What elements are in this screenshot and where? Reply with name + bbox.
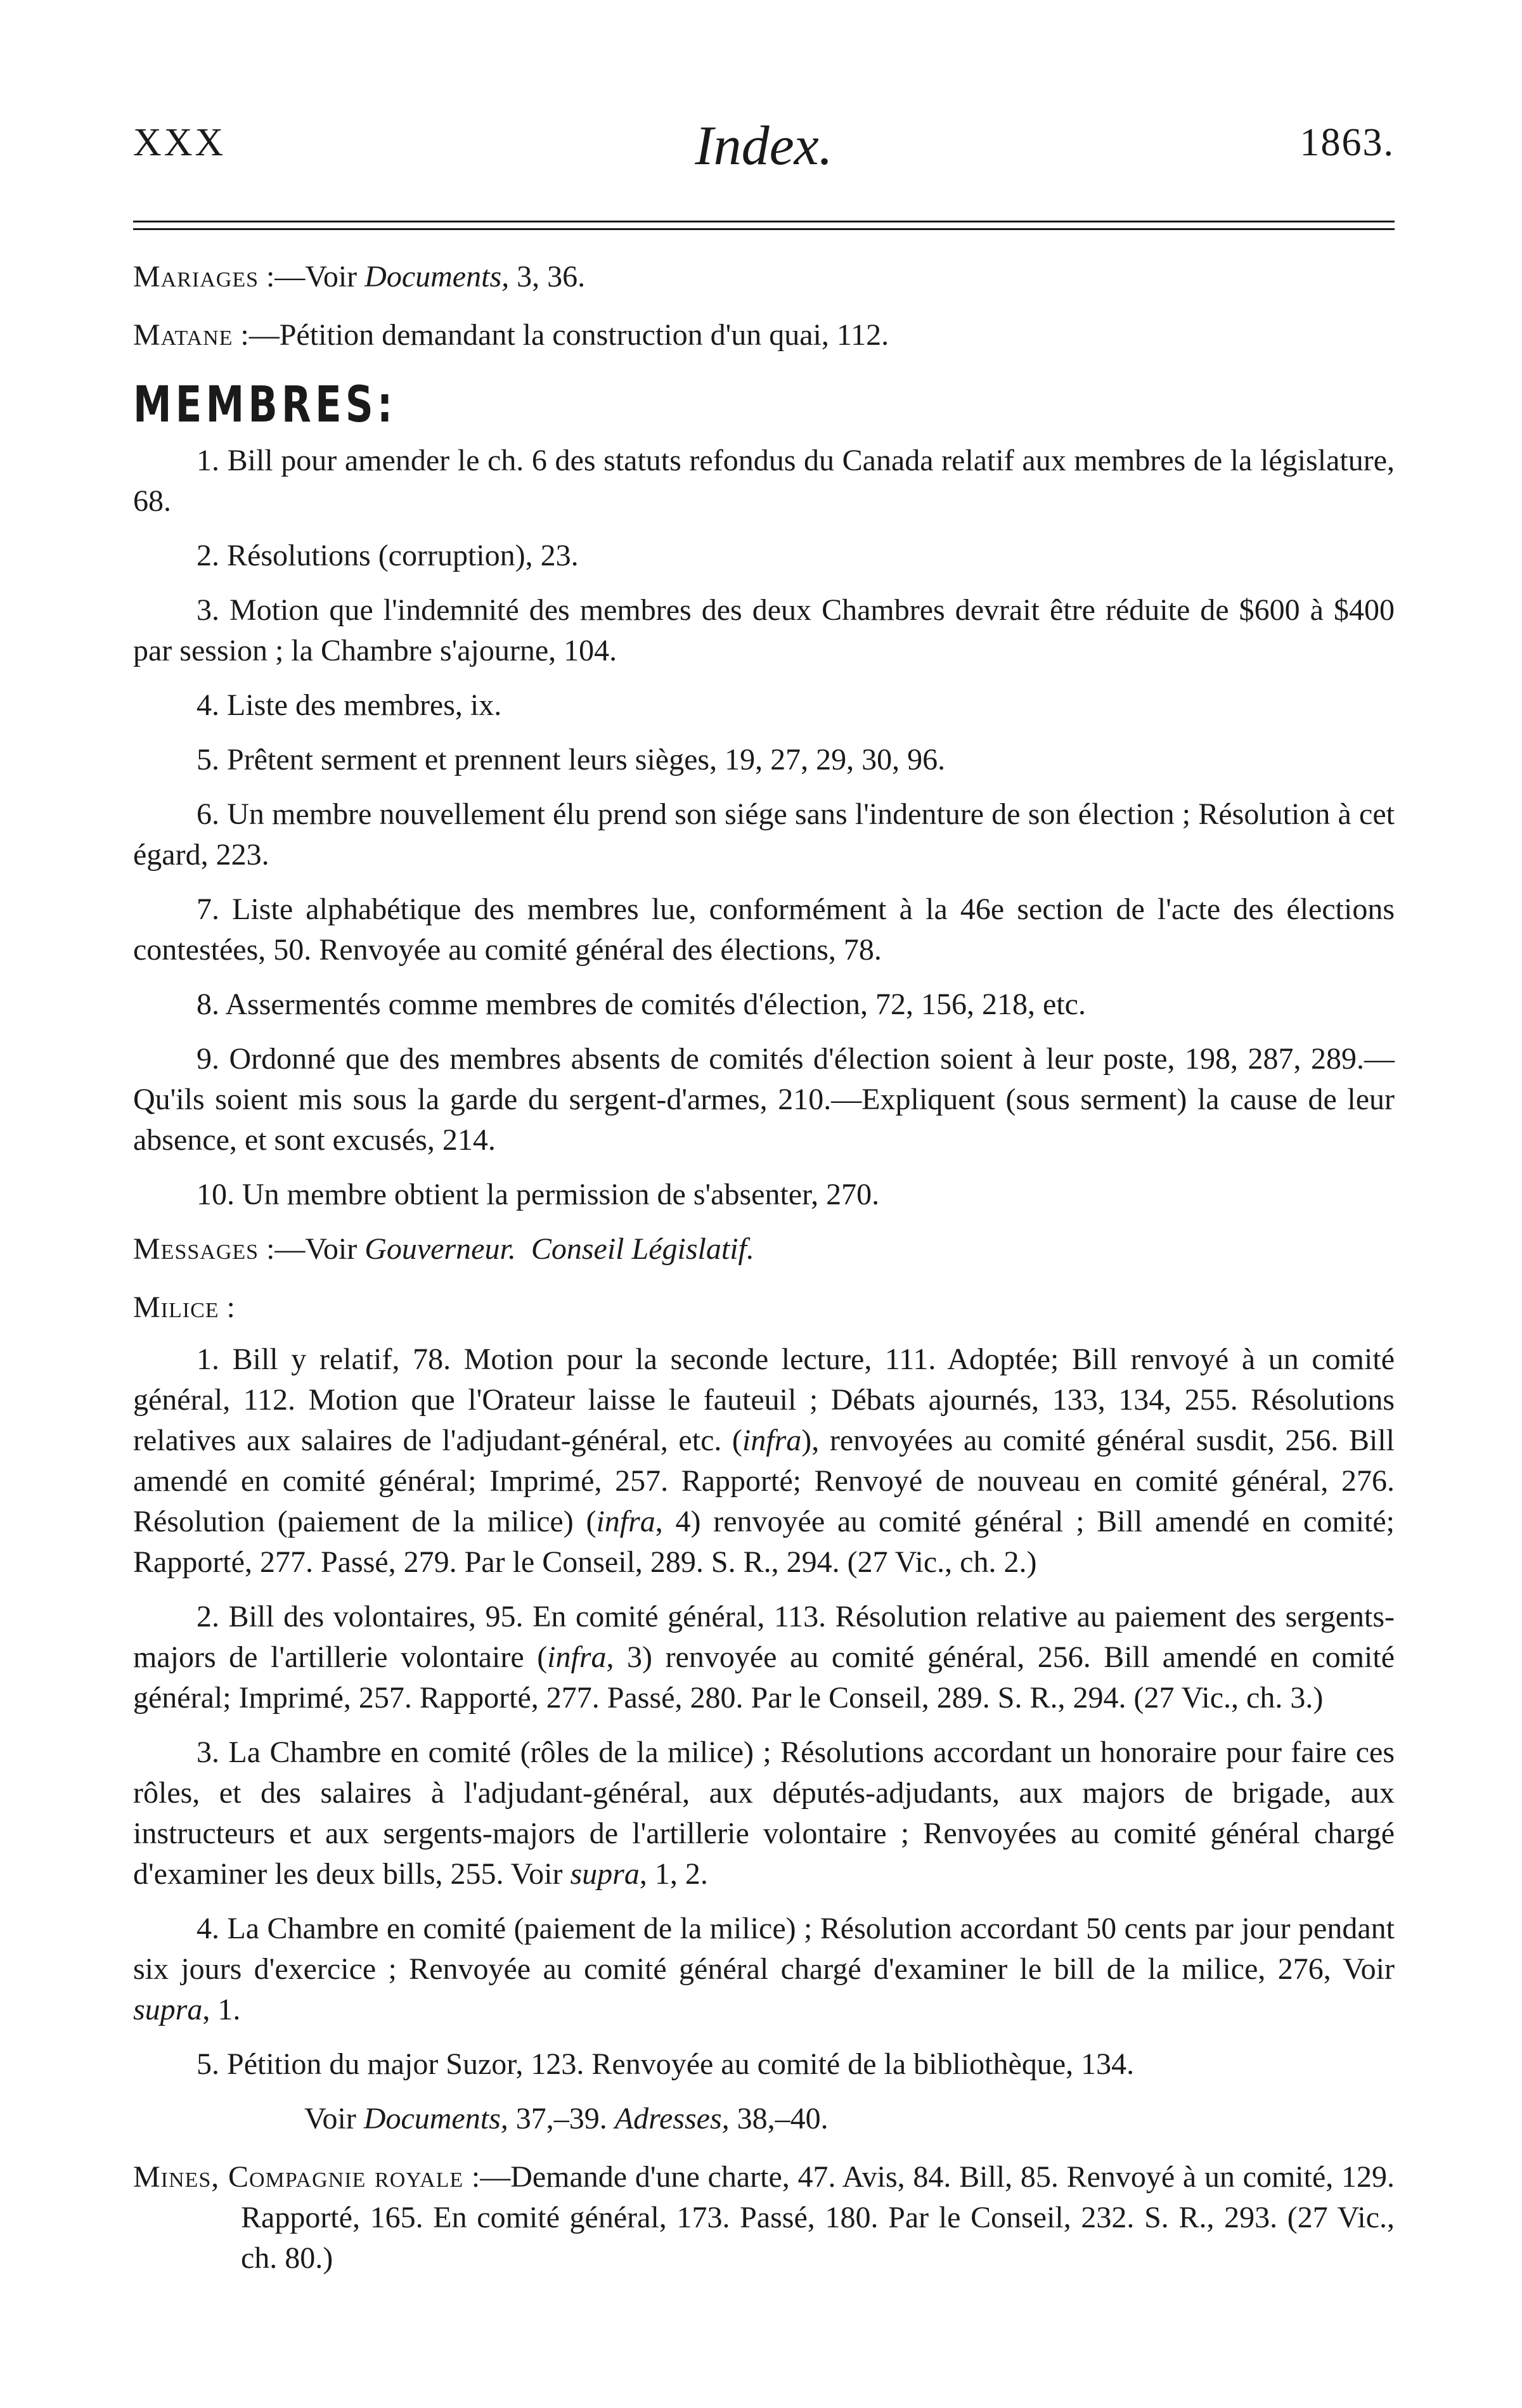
milice-item: 2. Bill des volontaires, 95. En comité général, 113. Résolution relative au paiement des sergents-majors de l'artillerie volontaire (infra, 3) renvoyée au comité général, 256. Bill amendé en comité général; Imprimé, 257. Rapporté, 277. Passé, 280. Par le Conseil, 289. S. R., 294. (27 Vic., ch. 3.) (133, 1600, 1395, 1715)
entry-head: Matane (133, 318, 233, 352)
membres-item: 10. Un membre obtient la permission de s'absenter, 270. (197, 1178, 880, 1211)
milice-item: 4. La Chambre en comité (paiement de la milice) ; Résolution accordant 50 cents par jour pendant six jours d'exercice ; Renvoyée au comité général chargé d'examiner le bill de la milice, 276, Voir supra, 1. (133, 1912, 1395, 2026)
membres-item: 8. Assermentés comme membres de comités d'élection, 72, 156, 218, etc. (197, 988, 1086, 1021)
section-heading-membres: MEMBRES: (133, 377, 397, 434)
membres-item: 6. Un membre nouvellement élu prend son siége sans l'indenture de son élection ; Résolution à cet égard, 223. (133, 797, 1395, 872)
entry-head: Mariages (133, 260, 259, 293)
page-year: 1863. (1300, 121, 1395, 164)
running-header (133, 115, 1395, 190)
entry-messages: Messages :—Voir Gouverneur. Conseil Législatif. (133, 1232, 754, 1266)
page-number-roman: XXX (133, 121, 226, 164)
membres-item: 2. Résolutions (corruption), 23. (197, 539, 579, 572)
milice-item: 3. La Chambre en comité (rôles de la milice) ; Résolutions accordant un honoraire pour faire ces rôles, et des salaires à l'adjudant-général, aux députés-adjudants, aux majors de brigade, aux instructeurs et aux sergents-majors de l'artillerie volontaire ; Renvoyées au comité général chargé d'examiner les deux bills, 255. Voir supra, 1, 2. (133, 1735, 1395, 1891)
entry-mariages: Mariages :—Voir Documents, 3, 36. (133, 260, 586, 293)
membres-item: 5. Prêtent serment et prennent leurs sièges, 19, 27, 29, 30, 96. (197, 743, 946, 776)
entry-matane: Matane :—Pétition demandant la construction d'un quai, 112. (133, 318, 889, 352)
milice-item: 5. Pétition du major Suzor, 123. Renvoyée au comité de la bibliothèque, 134. (197, 2047, 1135, 2081)
membres-item: 4. Liste des membres, ix. (197, 688, 502, 722)
membres-item: 9. Ordonné que des membres absents de comités d'élection soient à leur poste, 198, 287, 289.—Qu'ils soient mis sous la garde du sergent-d'armes, 210.—Expliquent (sous serment) la cause de leur absence, et sont excusés, 214. (133, 1042, 1395, 1157)
entry-head: Mines, Compagnie royale (133, 2160, 464, 2194)
membres-item: 1. Bill pour amender le ch. 6 des statuts refondus du Canada relatif aux membres de la législature, 68. (133, 444, 1395, 518)
entry-head: Messages (133, 1232, 259, 1266)
entry-head: Milice (133, 1291, 219, 1324)
milice-item: 1. Bill y relatif, 78. Motion pour la seconde lecture, 111. Adoptée; Bill renvoyé à un comité général, 112. Motion que l'Orateur laisse le fauteuil ; Débats ajournés, 133, 134, 255. Résolutions relatives aux salaires de l'adjudant-général, etc. (infra), renvoyées au comité général susdit, 256. Bill amendé en comité général; Imprimé, 257. Rapporté; Renvoyé de nouveau en comité général, 276. Résolution (paiement de la milice) (infra, 4) renvoyée au comité général ; Bill amendé en comité; Rapporté, 277. Passé, 279. Par le Conseil, 289. S. R., 294. (27 Vic., ch. 2.) (133, 1342, 1395, 1579)
page-title: Index. (695, 115, 833, 177)
header-rule-bottom (133, 228, 1395, 230)
entry-milice: Milice : (133, 1291, 235, 1324)
milice-see-also: Voir Documents, 37,–39. Adresses, 38,–40. (304, 2102, 829, 2135)
header-rule-top (133, 221, 1395, 222)
entry-mines: Mines, Compagnie royale :—Demande d'une charte, 47. Avis, 84. Bill, 85. Renvoyé à un comité, 129. Rapporté, 165. En comité général, 173. Passé, 180. Par le Conseil, 232. S. R., 293. (27 Vic., ch. 80.) (133, 2160, 1395, 2275)
index-body (133, 257, 1395, 2279)
membres-item: 7. Liste alphabétique des membres lue, conformément à la 46e section de l'acte des élections contestées, 50. Renvoyée au comité général des élections, 78. (133, 892, 1395, 967)
membres-item: 3. Motion que l'indemnité des membres des deux Chambres devrait être réduite de $600 à $400 par session ; la Chambre s'ajourne, 104. (133, 593, 1395, 667)
